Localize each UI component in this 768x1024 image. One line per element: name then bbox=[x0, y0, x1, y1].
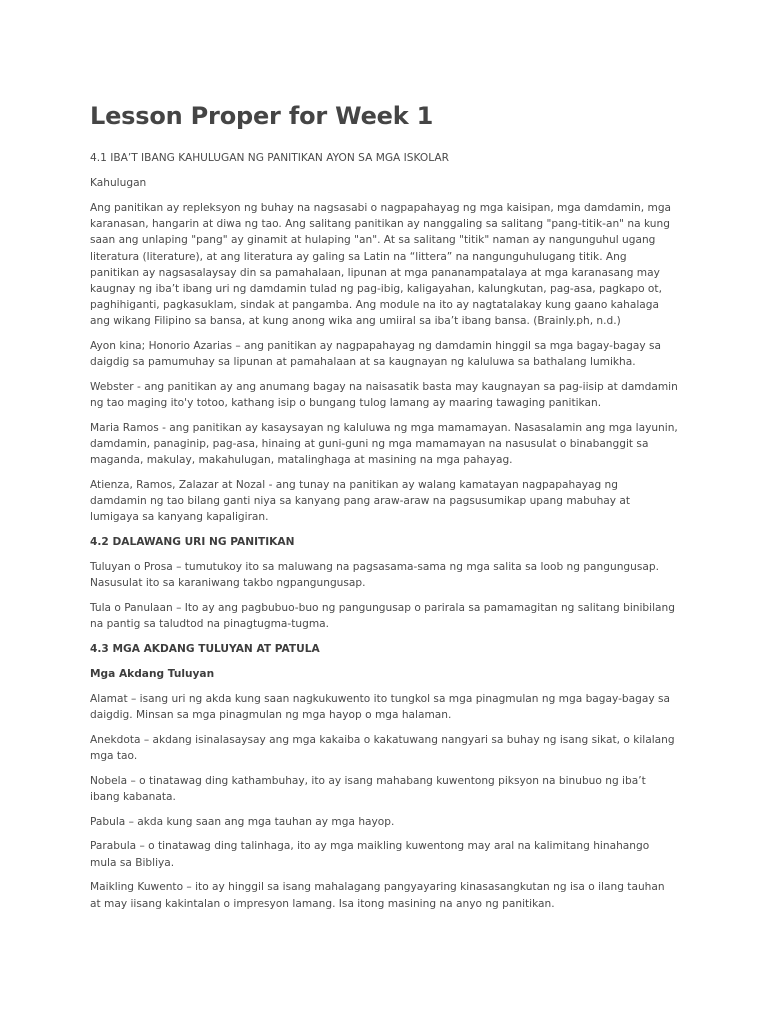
paragraph-pabula: Pabula – akda kung saan ang mga tauhan ay mga hayop. bbox=[90, 815, 395, 828]
document-page bbox=[90, 100, 678, 920]
kahulugan-label: Kahulugan bbox=[90, 177, 147, 189]
section-42-heading: 4.2 DALAWANG URI NG PANITIKAN bbox=[90, 536, 295, 549]
paragraph-webster: Webster - ang panitikan ay ang anumang bagay na naisasatik basta may kaugnayan sa pag-iisip at damdamin ng tao maging ito'y totoo, kathang isip o bungang tulog lamang ay maaring tawaging panitikan. bbox=[90, 381, 678, 410]
paragraph-tuluyan: Tuluyan o Prosa – tumutukoy ito sa maluwang na pagsasama-sama ng mga salita sa loob ng pangungusap. Nasusulat ito sa karaniwang takbo ngpangungusap. bbox=[90, 561, 659, 590]
section-43-heading: 4.3 MGA AKDANG TULUYAN AT PATULA bbox=[90, 642, 320, 655]
paragraph-azarias: Ayon kina; Honorio Azarias – ang panitikan ay nagpapahayag ng damdamin hinggil sa mga bagay-bagay sa daigdig sa pamumuhay sa lipunan at pamahalaan at sa kaugnayan ng kaluluwa sa bathalang lumikha. bbox=[90, 340, 662, 369]
section-41-heading: 4.1 IBA’T IBANG KAHULUGAN NG PANITIKAN AYON SA MGA ISKOLAR bbox=[90, 152, 449, 164]
paragraph-tula: Tula o Panulaan – Ito ay ang pagbubuo-buo ng pangungusap o parirala sa pamamagitan ng salitang binibilang na pantig sa taludtod na pinagtugma-tugma. bbox=[90, 602, 675, 631]
paragraph-nobela: Nobela – o tinatawag ding kathambuhay, ito ay isang mahabang kuwentong piksyon na binubuo ng iba’t ibang kabanata. bbox=[90, 774, 646, 803]
paragraph-intro: Ang panitikan ay repleksyon ng buhay na nagsasabi o nagpapahayag ng mga kaisipan, mga damdamin, mga karanasan, hangarin at diwa ng tao. Ang salitang panitikan ay nanggaling sa salitang "pang-titik-an" na kung saan ang unlaping "pang" ay ginamit at hulaping "an". At sa salitang "titik" naman ay nangunguhul ugang literatura (literature), at ang literatura ay galing sa Latin na “littera” na nangunguhulugang titik. Ang panitikan ay nagsasalaysay din sa pamahalaan, lipunan at mga pananampatalaya at mga karanasang may kaugnay ng iba’t ibang uri ng damdamin tulad ng pag-ibig, kaligayahan, kalungkutan, pag-asa, pagkapo ot, paghihiganti, pagkasuklam, sindak at pangamba. Ang module na ito ay nagtatalakay kung gaano kahalaga ang wikang Filipino sa bansa, at kung anong wika ang umiiral sa iba’t ibang bansa. (Brainly.ph, n.d.) bbox=[90, 202, 672, 328]
paragraph-atienza: Atienza, Ramos, Zalazar at Nozal - ang tunay na panitikan ay walang kamatayan nagpapahayag ng damdamin ng tao bilang ganti niya sa kanyang pang araw-araw na pagsusumikap upang mabuhay at lumigaya sa kanyang kapaligiran. bbox=[90, 479, 631, 524]
paragraph-alamat: Alamat – isang uri ng akda kung saan nagkukuwento ito tungkol sa mga pinagmulan ng mga bagay-bagay sa daigdig. Minsan sa mga pinagmulan ng mga hayop o mga halaman. bbox=[90, 692, 670, 722]
paragraph-anekdota: Anekdota – akdang isinalasaysay ang mga kakaiba o kakatuwang nangyari sa buhay ng isang sikat, o kilalang mga tao. bbox=[90, 733, 675, 763]
paragraph-maikling-kuwento: Maikling Kuwento – ito ay hinggil sa isang mahalagang pangyayaring kinasasangkutan ng isa o ilang tauhan at may iisang kakintalan o impresyon lamang. Isa itong masining na anyo ng panitikan. bbox=[90, 881, 665, 910]
paragraph-parabula: Parabula – o tinatawag ding talinhaga, ito ay mga maikling kuwentong may aral na kalimitang hinahango mula sa Bibliya. bbox=[90, 840, 650, 869]
page-title: Lesson Proper for Week 1 bbox=[90, 102, 434, 130]
subsection-akdang-tuluyan: Mga Akdang Tuluyan bbox=[90, 667, 215, 680]
paragraph-ramos: Maria Ramos - ang panitikan ay kasaysayan ng kaluluwa ng mga mamamayan. Nasasalamin ang mga layunin, damdamin, panaginip, pag-asa, hinaing at guni-guni ng mga mamamayan na nasusulat o binabanggit sa maganda, makulay, makahulugan, matalinghaga at masining na mga pahayag. bbox=[90, 421, 678, 467]
